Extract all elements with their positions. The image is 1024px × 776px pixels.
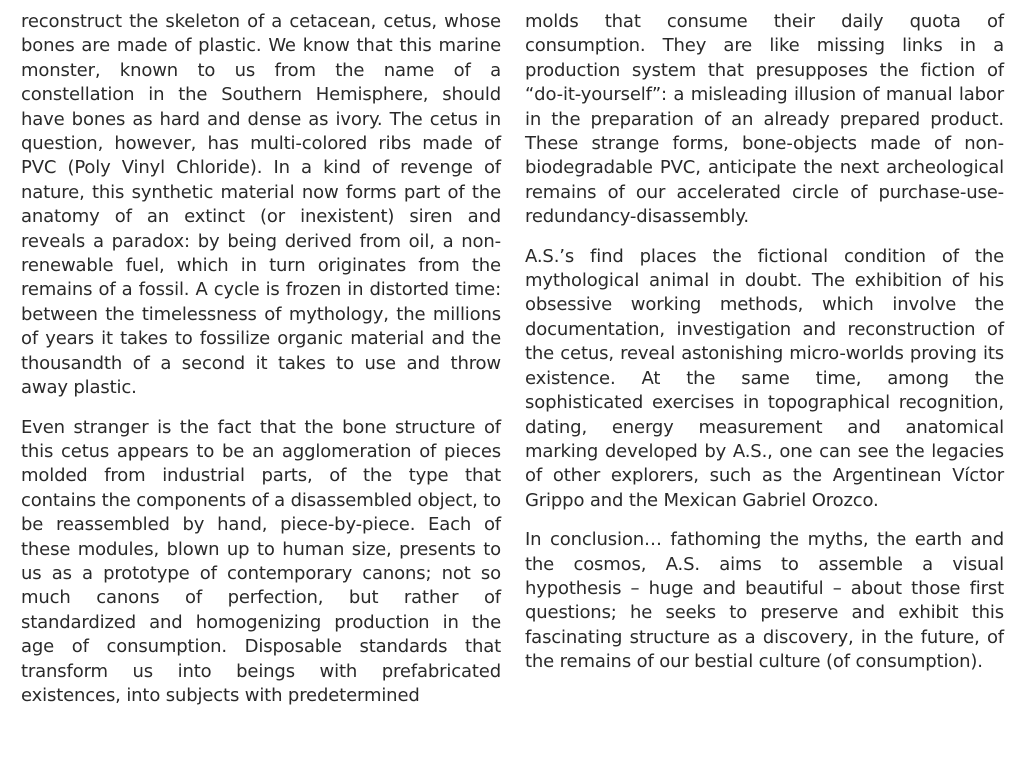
right-paragraph-3: In conclusion… fathoming the myths, the earth and the cosmos, A.S. aims to assemble a visual hypothesis – huge and beautiful – about those first questions; he seeks to preserve and exhibit this fascinating structure as a discovery, in the future, of the remains of our bestial culture (of consumption).: [525, 529, 1004, 673]
right-text-column: [525, 10, 1004, 675]
right-paragraph-2: A.S.’s find places the fictional condition of the mythological animal in doubt. The exhibition of his obsessive working methods, which involve the documentation, investigation and reconstruction of the cetus, reveal astonishing micro-worlds proving its existence. At the same time, among the sophisticated exercises in topographical recognition, dating, energy measurement and anatomical marking developed by A.S., one can see the legacies of other explorers, such as the Argentinean Víctor Grippo and the Mexican Gabriel Orozco.: [525, 245, 1004, 511]
right-paragraph-1: molds that consume their daily quota of consumption. They are like missing links in a production system that presupposes the fiction of “do-it-yourself”: a misleading illusion of manual labor in the preparation of an already prepared product. These strange forms, bone-objects made of non-biodegradable PVC, anticipate the next archeological remains of our accelerated circle of purchase-use-redundancy-disassembly.: [525, 11, 1004, 228]
left-text-column: [21, 10, 501, 708]
left-paragraph-2: Even stranger is the fact that the bone structure of this cetus appears to be an agglomeration of pieces molded from industrial parts, of the type that contains the components of a disassembled object, to be reassembled by hand, piece-by-piece. Each of these modules, blown up to human size, presents to us as a prototype of contemporary canons; not so much canons of perfection, but rather of standardized and homogenizing production in the age of consumption. Disposable standards that transform us into beings with prefabricated existences, into subjects with predetermined: [21, 416, 501, 706]
left-paragraph-1: reconstruct the skeleton of a cetacean, cetus, whose bones are made of plastic. We know that this marine monster, known to us from the name of a constellation in the Southern Hemisphere, should have bones as hard and dense as ivory. The cetus in question, however, has multi-colored ribs made of PVC (Poly Vinyl Chloride). In a kind of revenge of nature, this synthetic material now forms part of the anatomy of an extinct (or inexistent) siren and reveals a paradox: by being derived from oil, a non-renewable fuel, which in turn originates from the remains of a fossil. A cycle is frozen in distorted time: between the timelessness of mythology, the millions of years it takes to fossilize organic material and the thousandth of a second it takes to use and throw away plastic.: [21, 11, 501, 399]
